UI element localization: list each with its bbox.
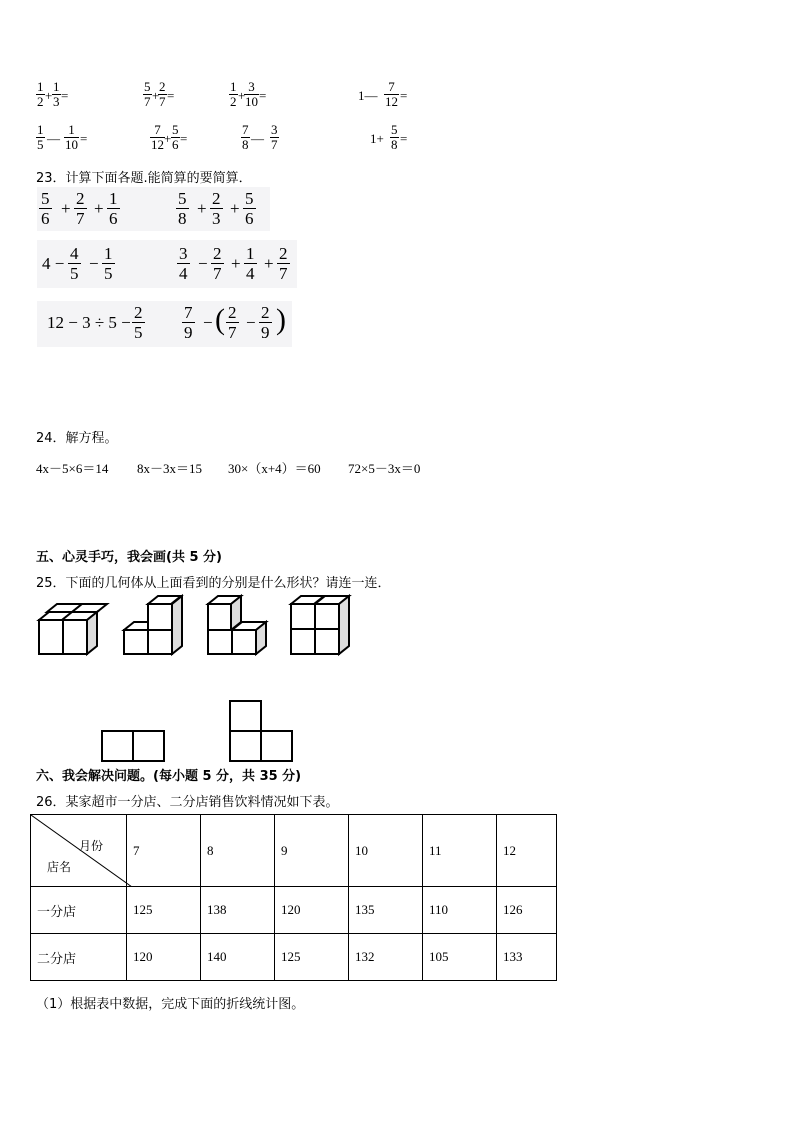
store-name: 二分店 [31, 934, 127, 981]
fraction: $\frac{5}{7}$ [144, 79, 151, 109]
fraction: $\frac{5}{6}$ [172, 122, 179, 152]
table-cell: 110 [423, 887, 497, 934]
table-cell: 105 [423, 934, 497, 981]
solid-2 [124, 596, 182, 654]
month-header: 8 [201, 815, 275, 887]
table-cell: 126 [497, 887, 557, 934]
operator: + [152, 88, 160, 103]
table-cell: 125 [127, 887, 201, 934]
q25-title: 25．下面的几何体从上面看到的分别是什么形状？请连一连． [36, 576, 391, 591]
fraction: 2 9 [261, 303, 270, 342]
operator: − [246, 313, 256, 332]
q25-top-views [95, 695, 300, 765]
sales-table [30, 814, 557, 981]
fraction: $\frac{3}{7}$ [271, 122, 278, 152]
equation: 8x－3x＝15 [137, 461, 203, 476]
table-cell: 120 [127, 934, 201, 981]
fraction: 4 5 [70, 244, 79, 283]
fraction: 5 6 [41, 189, 50, 228]
equals: = [400, 88, 408, 103]
month-header: 11 [423, 815, 497, 887]
operator: + [197, 199, 207, 218]
table-corner-cell [31, 815, 127, 887]
q23-title: 23．计算下面各题.能简算的要简算． [36, 171, 252, 186]
fraction: 2 5 [134, 303, 143, 342]
right-paren: ) [276, 303, 286, 336]
table-cell: 138 [201, 887, 275, 934]
fraction: 2 7 [213, 244, 222, 283]
operator: + [230, 199, 240, 218]
fraction: 1 4 [246, 244, 255, 283]
equation: 72×5－3x＝0 [348, 461, 421, 476]
top-view-2 [230, 701, 292, 761]
fraction: $\frac{2}{7}$ [159, 79, 166, 109]
table-row [31, 934, 557, 981]
lead-term: 1+ [370, 131, 384, 146]
table-cell: 133 [497, 934, 557, 981]
lead-term: 4 − [42, 254, 65, 273]
operator: + [164, 131, 172, 146]
operator: — [47, 131, 60, 146]
section-5-heading: 五、心灵手巧，我会画(共 5 分) [36, 550, 222, 565]
fraction: 5 6 [245, 189, 254, 228]
operator: + [231, 254, 241, 273]
fraction: 2 7 [76, 189, 85, 228]
fraction: 1 5 [104, 244, 113, 283]
fraction: 3 4 [179, 244, 188, 283]
month-header: 10 [349, 815, 423, 887]
table-cell: 120 [275, 887, 349, 934]
operator: − [203, 313, 213, 332]
header-store-label: 店名 [47, 860, 72, 874]
fraction: 2 7 [279, 244, 288, 283]
equation: 30×（x+4）＝60 [228, 461, 321, 476]
table-cell: 132 [349, 934, 423, 981]
equals: = [61, 88, 69, 103]
fraction: 7 9 [184, 303, 193, 342]
operator: + [61, 199, 71, 218]
table-cell: 140 [201, 934, 275, 981]
fraction: $\frac{1}{2}$ [230, 79, 237, 109]
q26-title: 26．某家超市一分店、二分店销售饮料情况如下表。 [36, 795, 339, 810]
equation: 4x－5×6＝14 [36, 461, 109, 476]
fraction: 1 6 [109, 189, 118, 228]
equals: = [167, 88, 175, 103]
lead-term: 12 − 3 ÷ 5 − [47, 313, 131, 332]
fraction: $\frac{7}{12}$ [151, 122, 164, 152]
month-header: 12 [497, 815, 557, 887]
operator: − [89, 254, 99, 273]
lead-term: 1— [358, 88, 378, 103]
header-month-label: 月份 [79, 839, 104, 853]
operator: + [238, 88, 246, 103]
fraction: $\frac{1}{10}$ [65, 122, 78, 152]
top-view-1 [102, 731, 164, 761]
left-paren: ( [215, 303, 225, 336]
q26-sub1: （1）根据表中数据，完成下面的折线统计图。 [36, 997, 305, 1012]
fraction: 5 8 [178, 189, 187, 228]
fraction: 2 7 [228, 303, 237, 342]
fraction: 2 3 [212, 189, 221, 228]
operator: — [251, 131, 264, 146]
table-header-row [31, 815, 557, 887]
equals: = [400, 131, 408, 146]
fraction: $\frac{7}{12}$ [385, 79, 398, 109]
table-cell: 135 [349, 887, 423, 934]
store-name: 一分店 [31, 887, 127, 934]
q24-title: 24．解方程。 [36, 431, 118, 446]
equals: = [259, 88, 267, 103]
operator: + [94, 199, 104, 218]
fraction: $\frac{1}{5}$ [37, 122, 44, 152]
fraction: $\frac{7}{8}$ [242, 122, 249, 152]
fraction: $\frac{5}{8}$ [391, 122, 398, 152]
table-row [31, 887, 557, 934]
operator: + [264, 254, 274, 273]
section-6-heading: 六、我会解决问题。(每小题 5 分，共 35 分) [36, 769, 302, 784]
fraction: $\frac{1}{3}$ [53, 79, 60, 109]
month-header: 7 [127, 815, 201, 887]
fraction: $\frac{1}{2}$ [37, 79, 44, 109]
operator: − [198, 254, 208, 273]
solid-3 [208, 596, 266, 654]
equals: = [80, 131, 88, 146]
month-header: 9 [275, 815, 349, 887]
solid-4 [291, 596, 349, 654]
q25-solids [30, 590, 370, 665]
equals: = [180, 131, 188, 146]
fraction: $\frac{3}{10}$ [245, 79, 258, 109]
operator: + [45, 88, 53, 103]
table-cell: 125 [275, 934, 349, 981]
solid-1 [39, 604, 107, 654]
